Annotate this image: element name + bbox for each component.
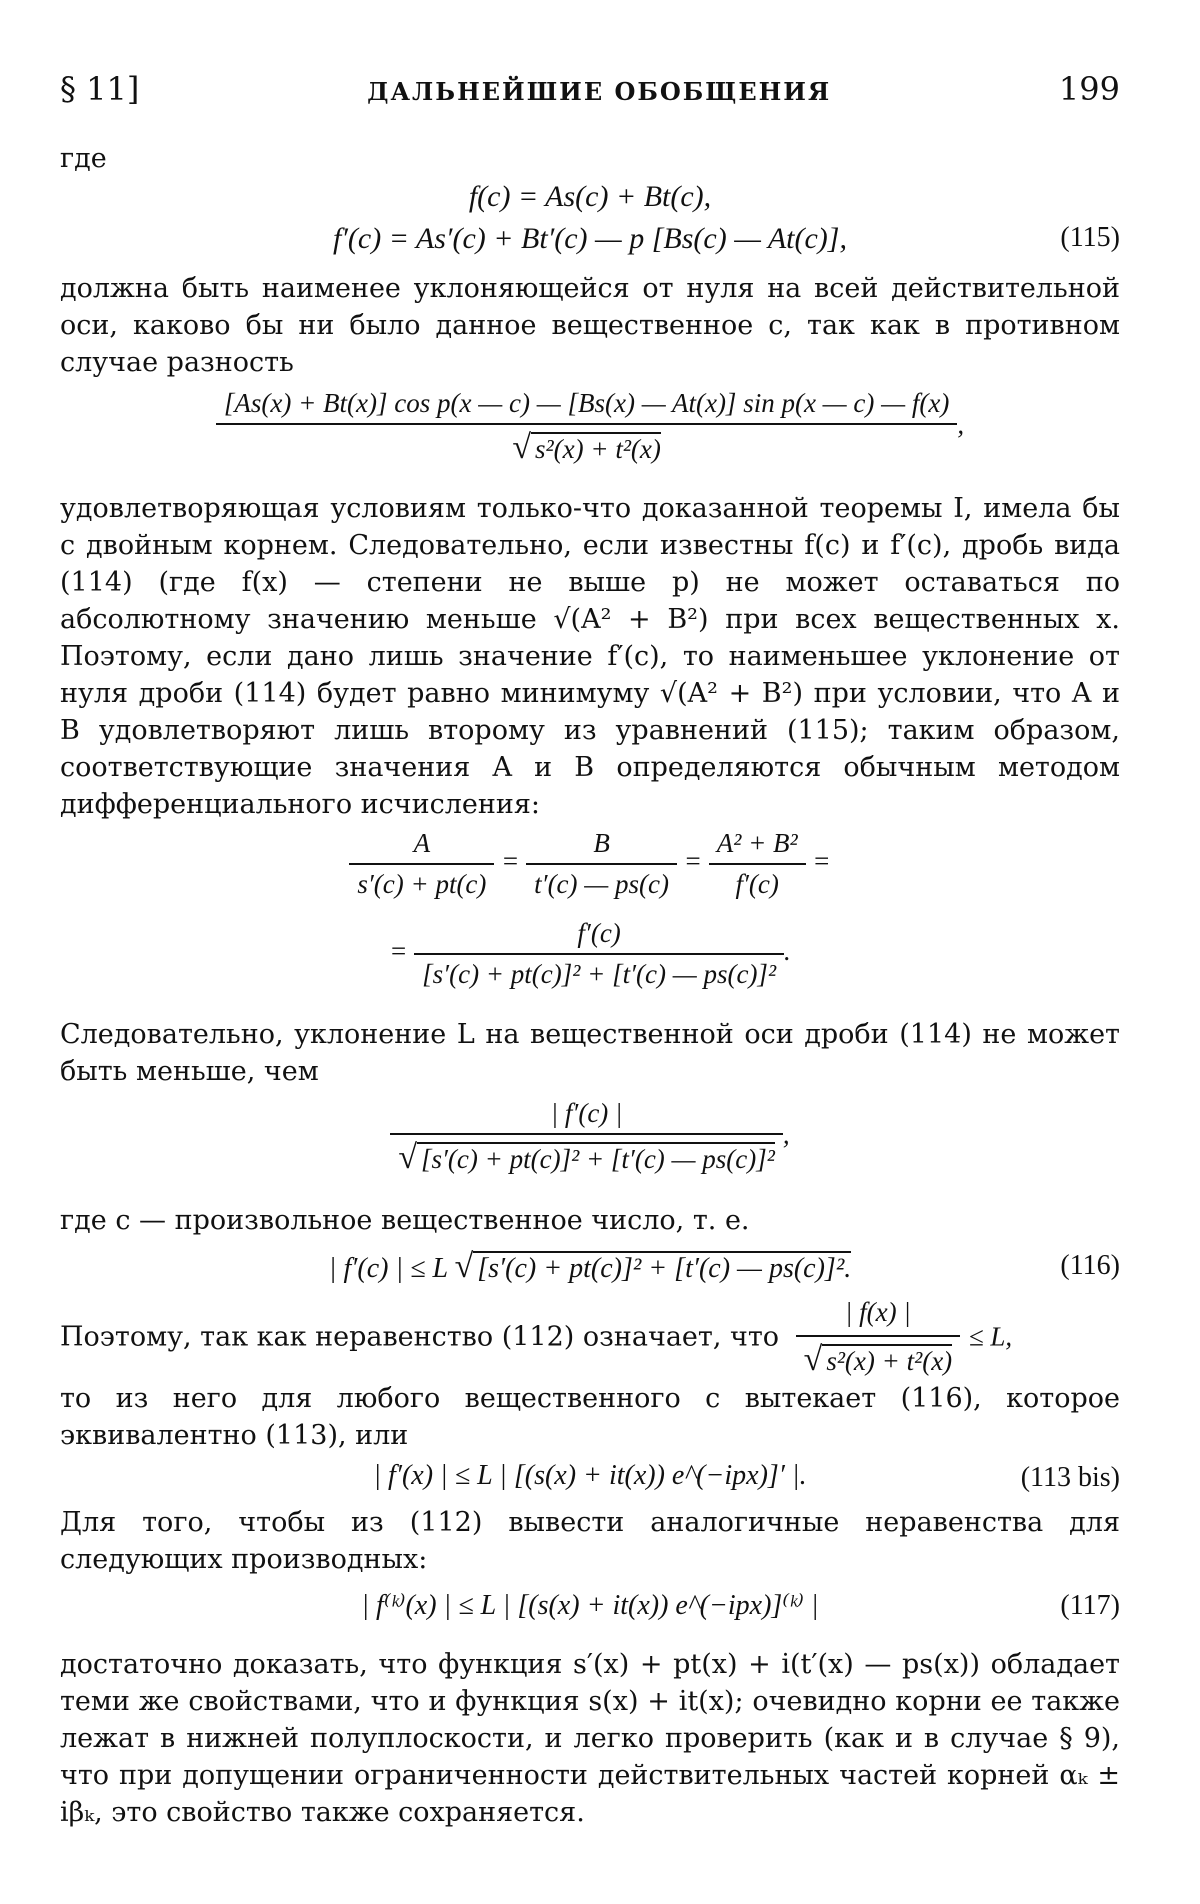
- fraction: $\frac{| f'(c) |}{\text{√ [s′(c) + pt(c)]² + [t′(c) — ps(c)]²}}$: [390, 1098, 783, 1177]
- page-number: 199: [1058, 70, 1120, 108]
- equation-113-bis-number: (113 bis): [1020, 1462, 1120, 1493]
- equation-113-bis-body: | f′(x) | ≤ L | [(s(x) + it(x)) e^(−ipx)]′ |.: [373, 1460, 807, 1491]
- lower-bound-fraction: $\frac{| f'(c) |}{\text{√ [s′(c) + pt(c)]² + [t′(c) — ps(c)]²}}$ ,: [60, 1098, 1120, 1177]
- paragraph-therefore: Поэтому, так как неравенство (112) означает, что $\frac{| f(x) |}{\text{√ s²(x) + t²(x)}}$ ≤ L,: [60, 1294, 1120, 1380]
- sqrt-icon: √: [454, 1248, 474, 1285]
- equation-116: [60, 1248, 1120, 1286]
- proportion-equation-line2: = $\frac{f'(c)}{\text{[s′(c) + pt(c)]² + [t′(c) — ps(c)]²}}$ .: [389, 918, 791, 989]
- paragraph-then: то из него для любого вещественного c вытекает (116), которое эквивалентно (113), или: [60, 1383, 1120, 1451]
- fraction-b: $\frac{B}{t'(c) — ps(c)}$: [526, 828, 677, 900]
- equation-117-body: | f⁽ᵏ⁾(x) | ≤ L | [(s(x) + it(x)) e^(−ipx)]⁽ᵏ⁾ |: [361, 1590, 819, 1621]
- word-where: где: [60, 143, 107, 174]
- equation-117: [60, 1588, 1120, 1622]
- equation-116-body: | f′(c) | ≤ L √ [s′(c) + pt(c)]² + [t′(c) — ps(c)]².: [328, 1248, 852, 1285]
- fraction: [216, 388, 958, 467]
- paragraph-in-order: Для того, чтобы из (112) вывести аналогичные неравенства для следующих производных:: [60, 1507, 1120, 1575]
- equation-115-line1: f(c) = As(c) + Bt(c),: [468, 180, 712, 213]
- inequality-fraction: $\frac{| f(x) |}{\text{√ s²(x) + t²(x)}}$: [796, 1294, 961, 1380]
- fraction-comma: ,: [957, 409, 965, 440]
- sqrt-icon: √: [803, 1341, 823, 1378]
- equation-117-number: (117): [1060, 1590, 1120, 1621]
- paragraph-should-be: должна быть наименее уклоняющейся от нуля на всей действительной оси, каково бы ни было данное вещественное c, так как в противном случае разность: [60, 273, 1120, 378]
- proportion-equation: $\frac{A}{s'(c) + pt(c)}$ = $\frac{B}{t'(c) — ps(c)}$ = $\frac{\text{A² + B²}}{f'(c)}$ =: [60, 828, 1120, 900]
- paragraph-sufficient: достаточно доказать, что функция s′(x) + pt(x) + i(t′(x) — ps(x)) обладает теми же свойствами, что и функция s(x) + it(x); очевидно корни ее также лежат в нижней полуплоскости, и легко проверить (как и в случае § 9), что при допущении ограниченности действительных частей корней αₖ ± iβₖ, это свойство также сохраняется.: [60, 1649, 1120, 1828]
- running-title: ДАЛЬНЕЙШИЕ ОБОБЩЕНИЯ: [367, 77, 832, 106]
- paragraph-where-c: где c — произвольное вещественное число, т. е.: [60, 1205, 750, 1236]
- equation-115-line2: [60, 222, 1120, 256]
- fraction-a: $\frac{A}{s'(c) + pt(c)}$: [349, 828, 494, 900]
- fraction-fprime: $\frac{f'(c)}{\text{[s′(c) + pt(c)]² + [t′(c) — ps(c)]²}}$: [414, 918, 784, 990]
- paragraph-hence: Следовательно, уклонение L на вещественной оси дроби (114) не может быть меньше, чем: [60, 1019, 1120, 1087]
- equation-113-bis: [60, 1460, 1120, 1492]
- section-marker: § 11]: [60, 70, 140, 108]
- equation-115-body: f′(c) = As′(c) + Bt′(c) — p [Bs(c) — At(c)],: [333, 222, 847, 255]
- fraction-numerator: [As(x) + Bt(x)] cos p(x — c) — [Bs(x) — At(x)] sin p(x — c) — f(x): [216, 388, 958, 425]
- paragraph-satisfying: удовлетворяющая условиям только-что доказанной теоремы I, имела бы c двойным корнем. Следовательно, если известны f(c) и f′(c), дробь вида (114) (где f(x) — степени не выше p) не может оставаться по абсолютному значению меньше √(A² + B²) при всех вещественных x. Поэтому, если дано лишь значение f′(c), то наименьшее уклонение от нуля дроби (114) будет равно минимуму √(A² + B²) при условии, что A и B удовлетворяют лишь второму из уравнений (115); таким образом, соответствующие значения A и B определяются обычным методом дифференциального исчисления:: [60, 493, 1120, 820]
- equation-116-number: (116): [1060, 1250, 1120, 1281]
- fraction-a2b2: $\frac{\text{A² + B²}}{f'(c)}$: [709, 828, 806, 900]
- difference-fraction: [60, 388, 1120, 467]
- fraction-denominator: √ s²(x) + t²(x): [512, 429, 661, 466]
- sqrt-icon: √: [512, 429, 532, 466]
- page-header: [60, 70, 1120, 120]
- sqrt-icon: √: [398, 1139, 418, 1176]
- equation-115-number: (115): [1060, 222, 1120, 253]
